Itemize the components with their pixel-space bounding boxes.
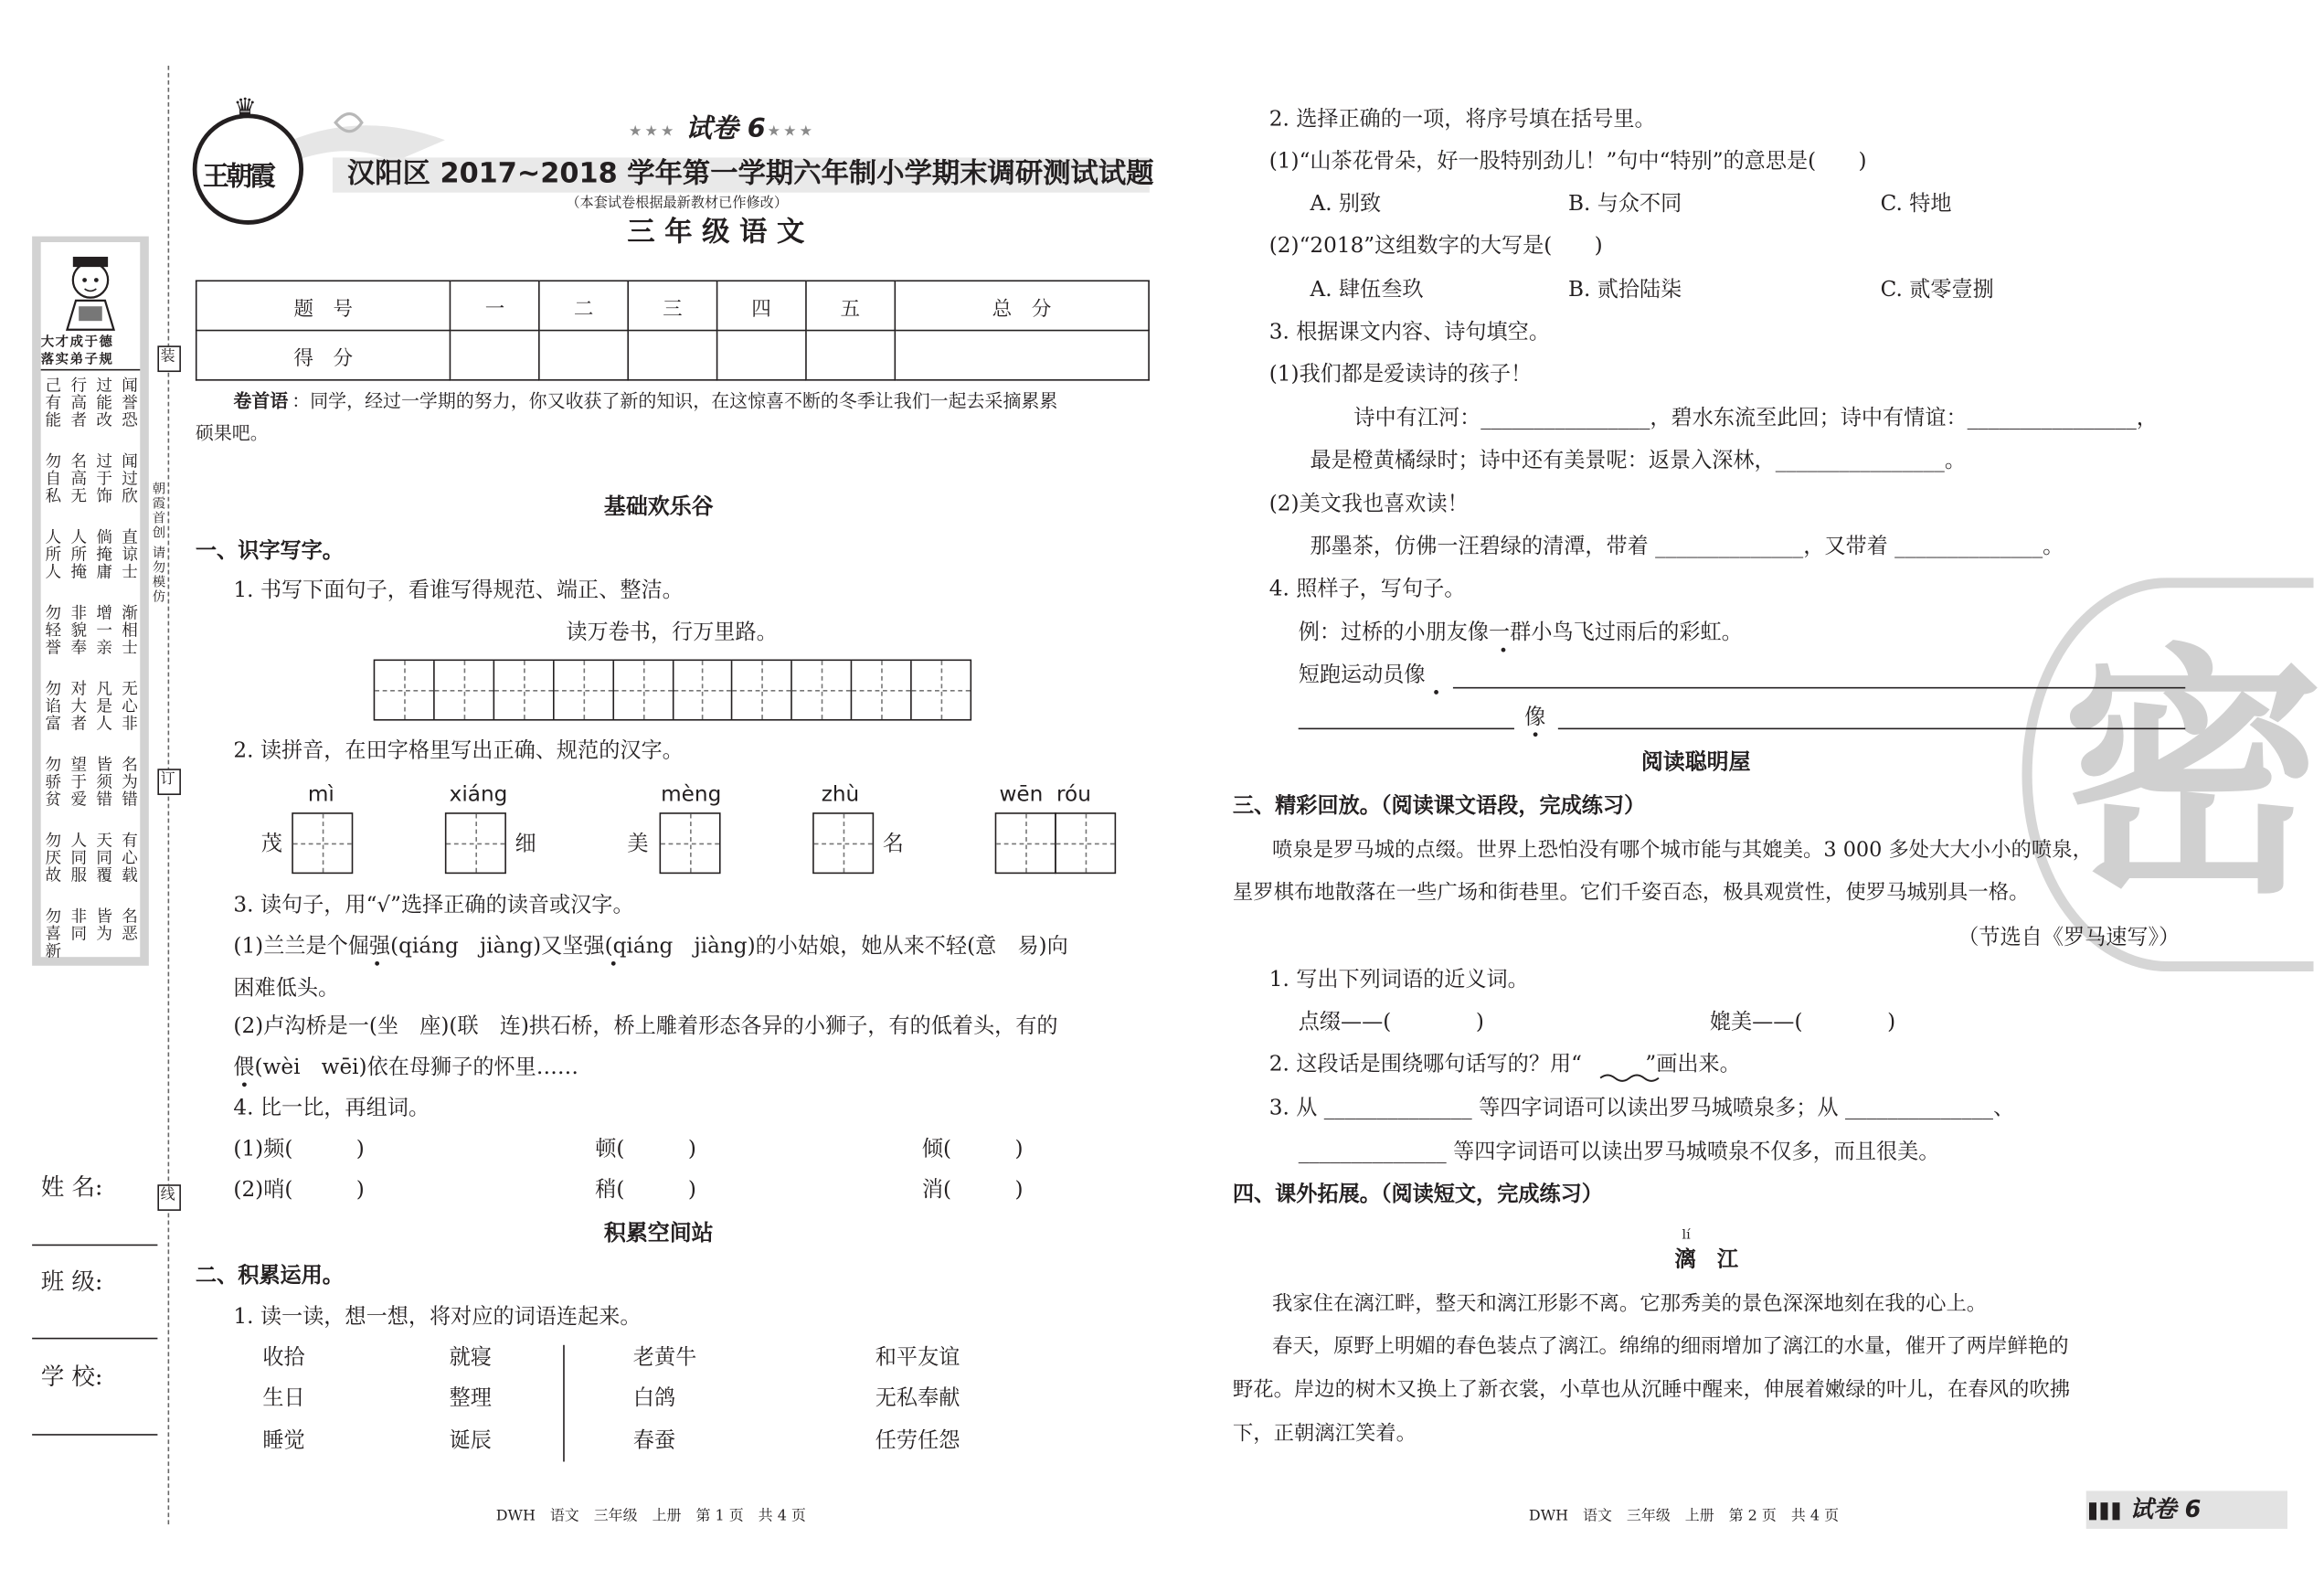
- school-label: 学 校:: [40, 1362, 103, 1391]
- wavy-underline-icon: [1600, 1072, 1659, 1084]
- poem-col: 闻过欣: [119, 451, 139, 505]
- poem-col: 皆须错: [93, 755, 113, 809]
- poem-col: 勿谄富: [43, 679, 62, 733]
- q1-3-2-line-1[interactable]: (2)卢沟桥是一(坐 座)(联 连)拱石桥，桥上雕着形态各异的小狮子，有的低着头，有的: [233, 1015, 1058, 1039]
- exam-note: （本套试卷根据最新教材已作修改）: [566, 195, 789, 212]
- poem-col: 增一亲: [93, 603, 113, 657]
- watermark-seal: [2022, 578, 2324, 971]
- q3-3-line-2[interactable]: ______________ 等四字词语可以读出罗马城喷泉不仅多，而且很美。: [1298, 1140, 1940, 1164]
- fold-mark-2: 订: [160, 771, 175, 789]
- poem-block: [44, 832, 137, 905]
- match-divider: [563, 1345, 565, 1462]
- match-word[interactable]: 诞辰: [449, 1429, 492, 1453]
- q1-3-1-line-1[interactable]: (1)兰兰是个倔强(qiáng jiàng)又坚强(qiáng jiàng)的小姑娘，她从来不轻(意 易)向: [233, 935, 1068, 959]
- poem-fill-line-1[interactable]: 诗中有江河：________________，碧水东流至此回；诗中有情谊：________________，: [1353, 407, 2158, 430]
- emphasis-dot: [1502, 648, 1506, 652]
- q2-1-text: 1. 读一读，想一想，将对应的词语连起来。: [233, 1305, 642, 1330]
- pinyin-4: zhù: [821, 783, 860, 807]
- q4-passage-line-1: 我家住在漓江畔，整天和漓江形影不离。它那秀美的景色深深地刻在我的心上。: [1271, 1292, 1988, 1316]
- emphasis-dot: [611, 961, 616, 966]
- pinyin-word-1: 茂: [260, 833, 282, 857]
- q2-2-1-text[interactable]: (1)“山茶花骨朵，好一股特别劲儿！”句中“特别”的意思是( ): [1268, 150, 1867, 174]
- poem-col: 勿轻誉: [43, 603, 62, 657]
- q4-passage-line-3: 野花。岸边的树木又换上了新衣裳，小草也从沉睡中醒来，伸展着嫩绿的叶儿，在春风的吹拂: [1232, 1378, 2071, 1403]
- synonym-item[interactable]: 点缀——( ): [1298, 1011, 1484, 1034]
- answer-line[interactable]: [1299, 728, 1514, 730]
- score-header-row: [196, 281, 1149, 330]
- score-input[interactable]: [539, 331, 628, 380]
- grid-cell[interactable]: [435, 661, 494, 719]
- q1-3-text: 3. 读句子，用“√”选择正确的读音或汉字。: [233, 894, 634, 918]
- sidebar-poem: [44, 377, 137, 981]
- choice-option[interactable]: B. 与众不同: [1568, 192, 1682, 217]
- score-cell: 五: [806, 281, 895, 330]
- compare-word[interactable]: 稍( ): [595, 1178, 696, 1203]
- compare-word[interactable]: (1)频( ): [233, 1138, 365, 1161]
- grid-cell[interactable]: [733, 661, 792, 719]
- poem-col: 人所人: [43, 527, 62, 581]
- pinyin-word-3: 美: [627, 833, 649, 857]
- poem-col: 望于爱: [69, 755, 88, 809]
- poem-col: 有心载: [119, 831, 139, 885]
- logo-crown-icon: ♛: [233, 93, 258, 124]
- paper-badge-stars-left: ★★★: [629, 123, 677, 141]
- compare-word[interactable]: 倾( ): [921, 1138, 1024, 1161]
- poem-col: 人所掩: [69, 527, 88, 581]
- tian-box[interactable]: [292, 812, 353, 874]
- fold-mark-1: 装: [160, 348, 175, 366]
- match-word[interactable]: 睡觉: [262, 1429, 305, 1453]
- grid-cell[interactable]: [375, 661, 434, 719]
- pinyin-2: xiáng: [449, 783, 508, 807]
- poem-col: 对大者: [69, 679, 88, 733]
- q4-title-pinyin: lí: [1682, 1228, 1691, 1244]
- poem-block: [44, 604, 137, 677]
- poem-col: 天同覆: [93, 831, 113, 885]
- copyright-note: 朝霞首创 请勿模仿: [149, 481, 164, 604]
- score-input[interactable]: [628, 331, 716, 380]
- poem-col: 过能改: [93, 376, 113, 430]
- q2-heading: 二、积累运用。: [195, 1264, 344, 1289]
- poem-col: 凡是人: [93, 679, 113, 733]
- compare-word[interactable]: 顿( ): [595, 1138, 696, 1161]
- q2-3-1-text: (1)我们都是爱读诗的孩子！: [1268, 363, 1533, 387]
- poem-col: 直谅士: [119, 527, 139, 581]
- q1-1-sentence: 读万卷书，行万里路。: [566, 621, 778, 645]
- pinyin-word-2: 细: [515, 833, 536, 857]
- name-label: 姓 名:: [40, 1172, 103, 1201]
- q1-3-2-line-2[interactable]: 偎(wèi wēi)依在母狮子的怀里……: [233, 1055, 579, 1080]
- match-word[interactable]: 无私奉献: [875, 1387, 960, 1411]
- q4-heading: 四、课外拓展。（阅读短文，完成练习）: [1232, 1183, 1603, 1207]
- match-word[interactable]: 生日: [262, 1387, 305, 1411]
- q1-3-1-line-2: 困难低头。: [233, 977, 340, 1002]
- poem-col: 勿自私: [43, 451, 62, 505]
- choice-option[interactable]: B. 贰拾陆柒: [1568, 278, 1682, 302]
- match-word[interactable]: 白鸽: [632, 1387, 676, 1411]
- poem-col: 无心非: [119, 679, 139, 733]
- name-field[interactable]: [32, 1245, 157, 1246]
- tian-box[interactable]: [995, 812, 1056, 874]
- intro-line-2: 硕果吧。: [195, 421, 269, 444]
- poem-block: [44, 756, 137, 829]
- q3-passage-line-1: 喷泉是罗马城的点缀。世界上恐怕没有哪个城市能与其媲美。3 000 多处大大小小的喷泉，: [1271, 838, 2093, 863]
- intro-line-1: ：同学，经过一学期的努力，你又收获了新的知识，在这惊喜不断的冬季让我们一起去采摘累累: [292, 389, 1058, 412]
- badge-squares-icon: [2089, 1502, 2121, 1520]
- score-cell: 总 分: [895, 281, 1149, 330]
- page-footer-right: DWH 语文 三年级 上册 第 2 页 共 4 页: [1528, 1508, 1840, 1525]
- q3-source: （节选自《罗马速写》）: [1958, 926, 2181, 950]
- q3-3-line-1[interactable]: 3. 从 ______________ 等四字词语可以读出罗马城喷泉多；从 ______________、: [1268, 1097, 2015, 1120]
- tian-box[interactable]: [660, 812, 721, 874]
- poem-block: [44, 528, 137, 601]
- choice-option[interactable]: A. 别致: [1310, 192, 1382, 217]
- section-title-accumulate: 积累空间站: [603, 1219, 714, 1246]
- q2-4-example: 例：过桥的小朋友像一群小鸟飞过雨后的彩虹。: [1298, 621, 1743, 645]
- q4-passage-line-4: 下，正朝漓江笑着。: [1232, 1422, 1417, 1446]
- scholar-illustration: [47, 248, 134, 333]
- score-input[interactable]: [716, 331, 805, 380]
- prose-fill-line[interactable]: 那墨茶，仿佛一汪碧绿的清潭，带着 ______________，又带着 ______________。: [1310, 535, 2064, 559]
- q1-1-text: 1. 书写下面句子，看谁写得规范、端正、整洁。: [233, 578, 684, 603]
- grid-cell[interactable]: [554, 661, 613, 719]
- q3-2-text: 2. 这段话是围绕哪句话写的？用“ ”画出来。: [1268, 1053, 1741, 1077]
- score-cell: 题 号: [196, 281, 451, 330]
- match-word[interactable]: 整理: [449, 1387, 492, 1411]
- poem-col: 渐相士: [119, 603, 139, 657]
- poem-block: [44, 452, 137, 525]
- emphasis-dot: [375, 961, 379, 966]
- poem-block: [44, 377, 137, 450]
- tian-box[interactable]: [445, 812, 506, 874]
- poem-fill-line-2[interactable]: 最是橙黄橘绿时；诗中还有美景呢：返景入深林，________________。: [1310, 449, 1967, 473]
- match-word[interactable]: 任劳任怨: [875, 1429, 960, 1453]
- match-word[interactable]: 春蚕: [632, 1429, 676, 1453]
- q3-heading: 三、精彩回放。（阅读课文语段，完成练习）: [1232, 794, 1646, 819]
- intro-label: 卷首语: [233, 389, 289, 412]
- grid-cell[interactable]: [494, 661, 554, 719]
- q2-4-text: 4. 照样子，写句子。: [1268, 578, 1466, 601]
- section-title-basic: 基础欢乐谷: [603, 493, 714, 520]
- q2-3-text: 3. 根据课文内容、诗句填空。: [1268, 321, 1550, 345]
- class-field[interactable]: [32, 1338, 157, 1340]
- page-badge: 试卷 6: [2129, 1495, 2202, 1523]
- publisher-logo: [193, 114, 303, 225]
- poem-col: 人同服: [69, 831, 88, 885]
- q4-title: 漓 江: [1674, 1248, 1738, 1272]
- q2-2-text: 2. 选择正确的一项，将序号填在括号里。: [1268, 108, 1656, 132]
- q3-1-text: 1. 写出下列词语的近义词。: [1268, 968, 1529, 992]
- school-field[interactable]: [32, 1434, 157, 1436]
- pinyin-5: wēn róu: [999, 783, 1091, 807]
- q1-heading: 一、识字写字。: [195, 539, 344, 564]
- q1-4-text: 4. 比一比，再组词。: [233, 1097, 430, 1120]
- poem-col: 皆为: [93, 907, 113, 943]
- poem-col: 勿骄贫: [43, 755, 62, 809]
- answer-line[interactable]: [1453, 687, 2185, 689]
- sidebar-divider: [41, 369, 141, 371]
- poem-col: 名恶: [119, 907, 139, 943]
- grid-cell[interactable]: [853, 661, 912, 719]
- q2-4-prompt-a: 短跑运动员像: [1298, 663, 1426, 687]
- score-cell: 得 分: [196, 331, 451, 380]
- q1-2-text: 2. 读拼音，在田字格里写出正确、规范的汉字。: [233, 739, 684, 763]
- score-table: [196, 280, 1150, 380]
- q2-2-2-text[interactable]: (2)“2018”这组数字的大写是( ): [1268, 235, 1603, 259]
- paper-badge-stars-right: ★★★: [767, 123, 816, 141]
- section-title-reading: 阅读聪明屋: [1640, 748, 1751, 775]
- q2-4-prompt-b: 像: [1524, 705, 1546, 730]
- score-cell: 一: [451, 281, 539, 330]
- poem-col: 名为错: [119, 755, 139, 809]
- poem-col: 名高无: [69, 451, 88, 505]
- class-label: 班 级:: [40, 1267, 103, 1296]
- score-cell: 三: [628, 281, 716, 330]
- poem-block: [44, 907, 137, 981]
- match-word[interactable]: 老黄牛: [632, 1346, 697, 1370]
- match-word[interactable]: 收拾: [262, 1346, 305, 1370]
- answer-line[interactable]: [1558, 728, 2185, 730]
- fold-mark-3: 线: [160, 1187, 175, 1204]
- synonym-item[interactable]: 媲美——( ): [1709, 1011, 1896, 1034]
- q3-passage-line-2: 星罗棋布地散落在一些广场和街巷里。它们千姿百态，极具观赏性，使罗马城别具一格。: [1232, 881, 2030, 905]
- emphasis-dot: [242, 1082, 247, 1087]
- pinyin-1: mì: [307, 783, 334, 807]
- poem-block: [44, 680, 137, 753]
- emphasis-dot: [1533, 732, 1538, 737]
- sidebar-motto-2: 落实弟子规: [40, 353, 114, 368]
- page-footer-left: DWH 语文 三年级 上册 第 1 页 共 4 页: [495, 1508, 806, 1525]
- sidebar-motto-1: 大才成于德: [40, 335, 114, 351]
- poem-col: 闻誉恐: [119, 376, 139, 430]
- match-word[interactable]: 就寝: [449, 1346, 492, 1370]
- logo-text: 王朝霞: [202, 162, 273, 193]
- compare-word[interactable]: 消( ): [921, 1178, 1024, 1203]
- tian-box[interactable]: [812, 812, 874, 874]
- score-input[interactable]: [895, 331, 1149, 380]
- score-input[interactable]: [806, 331, 895, 380]
- match-word[interactable]: 和平友谊: [875, 1346, 960, 1370]
- choice-option[interactable]: C. 贰零壹捌: [1880, 278, 1994, 302]
- grid-cell[interactable]: [613, 661, 673, 719]
- poem-col: 勿厌故: [43, 831, 62, 885]
- exam-title: 汉阳区 2017~2018 学年第一学期六年制小学期末调研测试试题: [346, 157, 1154, 190]
- paper-badge: 试卷 6: [685, 113, 766, 145]
- watermark-glyph: 密: [2061, 624, 2324, 929]
- poem-col: 倘掩庸: [93, 527, 113, 581]
- compare-word[interactable]: (2)哨( ): [233, 1178, 365, 1203]
- poem-col: 勿喜新: [43, 907, 62, 960]
- score-input[interactable]: [451, 331, 539, 380]
- poem-col: 非貌奉: [69, 603, 88, 657]
- choice-option[interactable]: A. 肆伍叁玖: [1310, 278, 1424, 302]
- poem-col: 己有能: [43, 376, 62, 430]
- score-cell: 二: [539, 281, 628, 330]
- pinyin-3: mèng: [661, 783, 722, 807]
- poem-col: 行高者: [69, 376, 88, 430]
- emphasis-dot: [1434, 690, 1438, 695]
- pinyin-word-4: 名: [882, 833, 904, 857]
- grid-cell[interactable]: [674, 661, 733, 719]
- grid-cell[interactable]: [792, 661, 852, 719]
- tian-box[interactable]: [1055, 812, 1116, 874]
- score-value-row: [196, 331, 1149, 380]
- choice-option[interactable]: C. 特地: [1880, 192, 1952, 217]
- subject-title: 三 年 级 语 文: [627, 216, 805, 249]
- q2-3-2-text: (2)美文我也喜欢读！: [1268, 493, 1469, 517]
- poem-col: 过于饰: [93, 451, 113, 505]
- poem-col: 非同: [69, 907, 88, 943]
- grid-cell[interactable]: [912, 661, 971, 719]
- score-cell: 四: [716, 281, 805, 330]
- writing-grid[interactable]: [374, 660, 971, 721]
- q4-passage-line-2: 春天，原野上明媚的春色装点了漓江。绵绵的细雨增加了漓江的水量，催开了两岸鲜艳的: [1271, 1334, 2069, 1359]
